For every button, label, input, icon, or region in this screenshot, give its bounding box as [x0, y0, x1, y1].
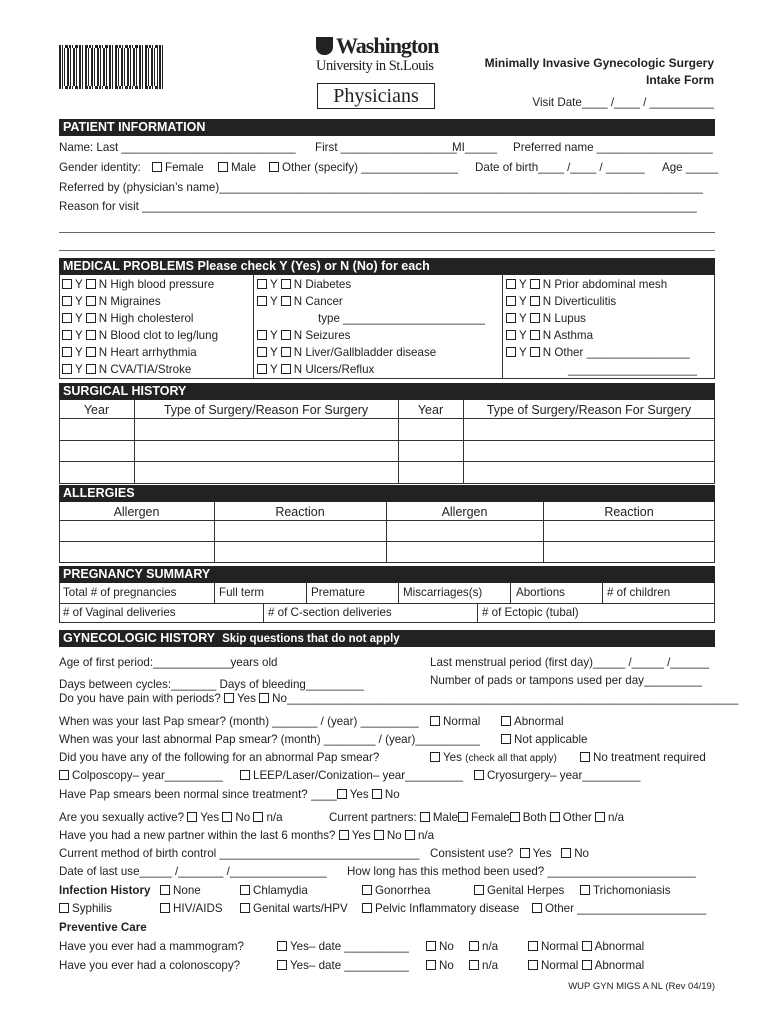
medical-item[interactable]: Y N Liver/Gallbladder disease [257, 346, 436, 360]
medical-item[interactable]: Y N Diverticulitis [506, 295, 616, 309]
gender-label: Gender identity: [59, 161, 141, 174]
other-line[interactable]: ____________________ [568, 363, 697, 376]
premature[interactable]: Premature [311, 586, 366, 599]
checkbox[interactable] [474, 885, 484, 895]
checkbox[interactable] [86, 364, 96, 374]
checkbox[interactable] [430, 716, 440, 726]
infection-other[interactable]: Other ____________________ [532, 902, 706, 916]
pads-per-day[interactable]: Number of pads or tampons used per day_________ [430, 674, 702, 687]
checkbox[interactable] [426, 960, 436, 970]
ectopic[interactable]: # of Ectopic (tubal) [482, 606, 579, 619]
infection-option[interactable]: Trichomoniasis [580, 884, 671, 898]
checkbox[interactable] [218, 162, 228, 172]
checkbox[interactable] [240, 770, 250, 780]
checkbox[interactable] [561, 848, 571, 858]
no-treatment[interactable]: No treatment required [580, 751, 706, 765]
medical-item[interactable]: Y N High blood pressure [62, 278, 214, 292]
checkbox[interactable] [187, 812, 197, 822]
surgical-history-heading: SURGICAL HISTORY [59, 383, 715, 400]
date-of-birth[interactable]: Date of birth____ /____ / ______ [475, 161, 645, 174]
checkbox[interactable] [257, 279, 267, 289]
infection-option[interactable]: Syphilis [59, 902, 112, 916]
infection-option[interactable]: Genital Herpes [474, 884, 564, 898]
infection-option[interactable]: Gonorrhea [362, 884, 430, 898]
checkbox[interactable] [62, 296, 72, 306]
medical-item[interactable]: Y N Cancer [257, 295, 343, 309]
checkbox[interactable] [259, 693, 269, 703]
allergies-heading: ALLERGIES [59, 485, 715, 502]
checkbox[interactable] [281, 279, 291, 289]
first-period[interactable]: Age of first period:____________years old [59, 656, 278, 669]
checkbox[interactable] [59, 770, 69, 780]
allergen-header: Allergen [113, 505, 160, 519]
current-partners: Current partners: Male Female Both Other n/a [329, 811, 625, 824]
checkbox[interactable] [528, 941, 538, 951]
abortions[interactable]: Abortions [516, 586, 565, 599]
checkbox[interactable] [86, 313, 96, 323]
c-section-deliveries[interactable]: # of C-section deliveries [268, 606, 392, 619]
checkbox[interactable] [469, 941, 479, 951]
checkbox[interactable] [160, 903, 170, 913]
checkbox[interactable] [506, 296, 516, 306]
checkbox[interactable] [253, 812, 263, 822]
infection-option[interactable]: HIV/AIDS [160, 902, 223, 916]
checkbox[interactable] [62, 347, 72, 357]
surgical-type-header: Type of Surgery/Reason For Surgery [163, 403, 369, 417]
preventive-question: Have you ever had a colonoscopy? Yes– date __________ No n/a Normal Abnormal [59, 959, 645, 972]
checkbox[interactable] [59, 903, 69, 913]
date-of-last-use[interactable]: Date of last use_____ /_______ /_______________ [59, 865, 327, 878]
checkbox[interactable] [501, 734, 511, 744]
name-mi[interactable]: MI_____ [452, 141, 498, 154]
medical-item[interactable]: Y N Prior abdominal mesh [506, 278, 667, 292]
infection-option[interactable]: None [160, 884, 201, 898]
form-title: Minimally Invasive Gynecologic Surgery [484, 56, 714, 70]
checkbox[interactable] [582, 941, 592, 951]
checkbox[interactable] [62, 364, 72, 374]
reason-for-visit[interactable]: Reason for visit ______________________________________________________________________________________ [59, 200, 697, 213]
age-field[interactable]: Age _____ [662, 161, 719, 174]
checkbox[interactable] [469, 960, 479, 970]
infection-option[interactable]: Pelvic Inflammatory disease [362, 902, 519, 916]
checkbox[interactable] [257, 330, 267, 340]
reaction-header-2: Reaction [604, 505, 654, 519]
infection-history-label: Infection History [59, 884, 151, 897]
checkbox[interactable] [430, 752, 440, 762]
checkbox[interactable] [257, 364, 267, 374]
cancer-type[interactable]: type ______________________ [318, 312, 485, 325]
checkbox[interactable] [506, 347, 516, 357]
medical-item[interactable]: Y N High cholesterol [62, 312, 194, 326]
checkbox[interactable] [281, 296, 291, 306]
reaction-header: Reaction [275, 505, 325, 519]
medical-item[interactable]: Y N Lupus [506, 312, 586, 326]
medical-item[interactable]: Y N Asthma [506, 329, 593, 343]
last-abnormal-pap[interactable]: When was your last abnormal Pap smear? (month) ________ / (year)__________ [59, 733, 480, 746]
medical-item[interactable]: Y N Diabetes [257, 278, 351, 292]
checkbox[interactable] [580, 752, 590, 762]
medical-item[interactable]: Y N Other ________________ [506, 346, 690, 360]
reason-line-3[interactable] [59, 250, 715, 251]
checkbox[interactable] [281, 330, 291, 340]
method-duration[interactable]: How long has this method been used? _______________________ [347, 865, 696, 878]
miscarriages[interactable]: Miscarriages(s) [403, 586, 483, 599]
checkbox[interactable] [257, 347, 267, 357]
medical-item[interactable]: Y N Migraines [62, 295, 161, 309]
consistent-use: Consistent use? Yes No [430, 847, 590, 860]
birth-control[interactable]: Current method of birth control _______________________________ [59, 847, 420, 860]
checkbox[interactable] [222, 812, 232, 822]
not-applicable[interactable]: Not applicable [501, 733, 587, 747]
checkbox[interactable] [506, 313, 516, 323]
visit-date[interactable]: Visit Date____ /____ / __________ [532, 96, 714, 109]
checkbox[interactable] [62, 313, 72, 323]
infection-option[interactable]: Chlamydia [240, 884, 308, 898]
surgical-year-header: Year [83, 403, 110, 417]
abnormal-pap-treatment: Did you have any of the following for an abnormal Pap smear? [59, 751, 380, 764]
checkbox[interactable] [530, 313, 540, 323]
checkbox[interactable] [269, 162, 279, 172]
checkbox[interactable] [152, 162, 162, 172]
preferred-name[interactable]: Preferred name __________________ [513, 141, 713, 154]
reason-line-2[interactable] [59, 232, 715, 233]
checkbox[interactable] [362, 885, 372, 895]
checkbox[interactable] [420, 812, 430, 822]
checkbox[interactable] [530, 330, 540, 340]
checkbox[interactable] [595, 812, 605, 822]
checkbox[interactable] [339, 830, 349, 840]
medical-item[interactable]: Y N Heart arrhythmia [62, 346, 197, 360]
medical-item[interactable]: Y N Blood clot to leg/lung [62, 329, 218, 343]
patient-info-heading: PATIENT INFORMATION [59, 119, 715, 136]
last-pap[interactable]: When was your last Pap smear? (month) _______ / (year) _________ [59, 715, 419, 728]
new-partner: Have you had a new partner within the last 6 months? Yes No n/a [59, 829, 435, 842]
preventive-question: Have you ever had a mammogram? Yes– date __________ No n/a Normal Abnormal [59, 940, 645, 953]
pain-with-periods: Do you have pain with periods? Yes No______________________________________________________________________ [59, 692, 739, 705]
gender-male[interactable]: Male [218, 161, 256, 175]
checkbox[interactable] [530, 347, 540, 357]
full-term[interactable]: Full term [219, 586, 265, 599]
checkbox[interactable] [86, 330, 96, 340]
checkbox[interactable] [337, 789, 347, 799]
infection-option[interactable]: Genital warts/HPV [240, 902, 348, 916]
medical-item[interactable]: Y N Seizures [257, 329, 350, 343]
form-subtitle: Intake Form [645, 73, 714, 87]
leep[interactable]: LEEP/Laser/Conization– year_________ [240, 769, 463, 783]
checkbox[interactable] [62, 279, 72, 289]
checkbox[interactable] [580, 885, 590, 895]
total-pregnancies[interactable]: Total # of pregnancies [63, 586, 177, 599]
medical-item[interactable]: Y N Ulcers/Reflux [257, 363, 374, 377]
checkbox[interactable] [530, 279, 540, 289]
checkbox[interactable] [362, 903, 372, 913]
medical-problems-heading: MEDICAL PROBLEMS Please check Y (Yes) or N (No) for each [59, 258, 715, 275]
checkbox[interactable] [582, 960, 592, 970]
checkbox[interactable] [550, 812, 560, 822]
surgical-type-header-2: Type of Surgery/Reason For Surgery [486, 403, 692, 417]
checkbox[interactable] [62, 330, 72, 340]
checkbox[interactable] [501, 716, 511, 726]
name-first[interactable]: First __________________ [315, 141, 457, 154]
pap-normal[interactable]: Normal [430, 715, 480, 729]
checkbox[interactable] [520, 848, 530, 858]
gender-female[interactable]: Female [152, 161, 204, 175]
gender-other[interactable]: Other (specify) _______________ [269, 161, 458, 175]
checkbox[interactable] [281, 364, 291, 374]
checkbox[interactable] [86, 296, 96, 306]
checkbox[interactable] [474, 770, 484, 780]
checkbox[interactable] [240, 903, 250, 913]
referred-by[interactable]: Referred by (physician’s name)___________________________________________________________________________ [59, 181, 703, 194]
checkbox[interactable] [257, 296, 267, 306]
cryosurgery[interactable]: Cryosurgery– year_________ [474, 769, 640, 783]
cycle-days[interactable]: Days between cycles:_______ Days of bleeding_________ [59, 678, 364, 691]
checkbox[interactable] [506, 330, 516, 340]
checkbox[interactable] [374, 830, 384, 840]
checkbox[interactable] [405, 830, 415, 840]
colposcopy[interactable]: Colposcopy– year_________ [59, 769, 223, 783]
pap-since-treatment: Have Pap smears been normal since treatment? ____ Yes No [59, 788, 400, 801]
checkbox[interactable] [458, 812, 468, 822]
checkbox[interactable] [426, 941, 436, 951]
medical-item[interactable]: Y N CVA/TIA/Stroke [62, 363, 191, 377]
checkbox[interactable] [277, 941, 287, 951]
checkbox[interactable] [160, 885, 170, 895]
gynecologic-history-heading: GYNECOLOGIC HISTORY Skip questions that do not apply [59, 630, 715, 647]
checkbox[interactable] [372, 789, 382, 799]
checkbox[interactable] [506, 279, 516, 289]
checkbox[interactable] [528, 960, 538, 970]
sexually-active: Are you sexually active? Yes No n/a [59, 811, 283, 824]
checkbox[interactable] [224, 693, 234, 703]
last-menstrual-period[interactable]: Last menstrual period (first day)_____ /_____ /______ [430, 656, 710, 669]
number-of-children[interactable]: # of children [607, 586, 671, 599]
pregnancy-summary-heading: PREGNANCY SUMMARY [59, 566, 715, 583]
name-last[interactable]: Name: Last ___________________________ [59, 141, 296, 154]
preventive-care-label: Preventive Care [59, 921, 147, 934]
checkbox[interactable] [510, 812, 520, 822]
checkbox[interactable] [277, 960, 287, 970]
form-revision: WUP GYN MIGS A NL (Rev 04/19) [568, 981, 715, 992]
checkbox[interactable] [240, 885, 250, 895]
allergen-header-2: Allergen [441, 505, 488, 519]
checkbox[interactable] [530, 296, 540, 306]
vaginal-deliveries[interactable]: # of Vaginal deliveries [63, 606, 176, 619]
treatment-yes[interactable]: Yes (check all that apply) [430, 751, 557, 766]
surgical-year-header-2: Year [417, 403, 444, 417]
pap-abnormal[interactable]: Abnormal [501, 715, 564, 729]
checkbox[interactable] [86, 347, 96, 357]
checkbox[interactable] [281, 347, 291, 357]
checkbox[interactable] [532, 903, 542, 913]
checkbox[interactable] [86, 279, 96, 289]
